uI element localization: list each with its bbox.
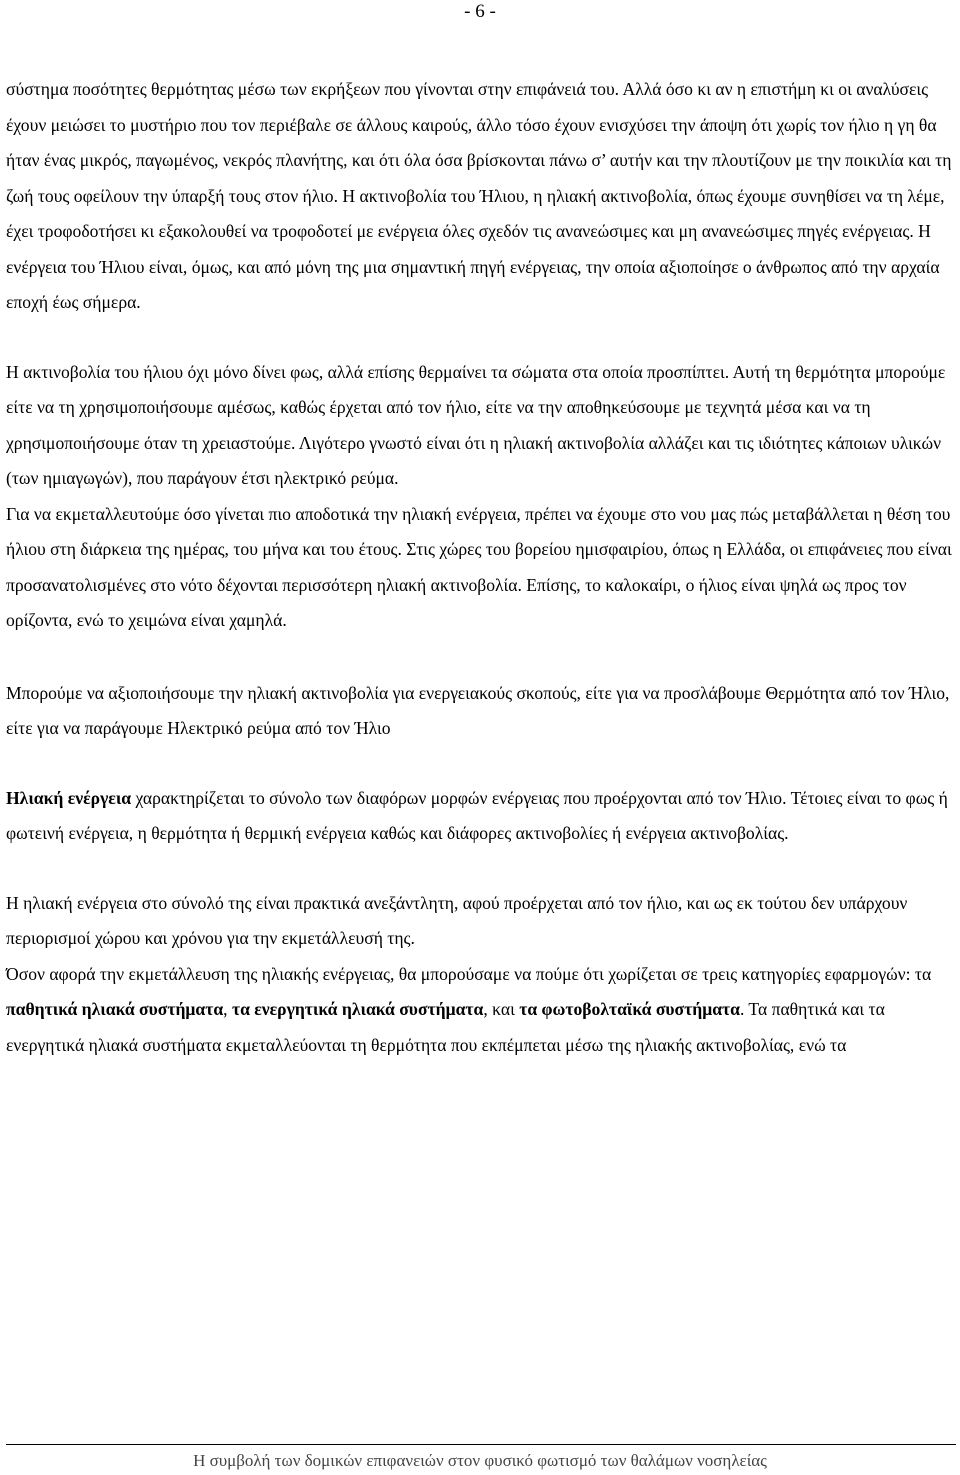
categories-intro: Όσον αφορά την εκμετάλλευση της ηλιακής ενέργειας, θα μπορούσαμε να πούμε ότι χωρίζεται σε τρεις κατηγορίες εφαρμογών: τα xyxy=(6,963,932,984)
term-solar-energy: Ηλιακή ενέργεια xyxy=(6,787,132,808)
footer-divider xyxy=(6,1444,956,1445)
term-photovoltaic-systems: τα φωτοβολταϊκά συστήματα xyxy=(519,999,740,1019)
separator-text: , xyxy=(223,999,232,1019)
page-number: - 6 - xyxy=(464,1,496,22)
paragraph-inexhaustible: Η ηλιακή ενέργεια στο σύνολό της είναι πρακτικά ανεξάντλητη, αφού προέρχεται από τον ήλιο, και ως εκ τούτου δεν υπάρχουν περιορισμοί χώρου και χρόνου για την εκμετάλλευσή της. xyxy=(6,892,908,948)
term-passive-systems: παθητικά ηλιακά συστήματα xyxy=(6,999,224,1019)
paragraph-uses: Μπορούμε να αξιοποιήσουμε την ηλιακή ακτινοβολία για ενεργειακούς σκοπούς, είτε για να προσλάβουμε Θερμότητα από τον Ήλιο, είτε για να παράγουμε Ηλεκτρικό ρεύμα από τον Ήλιο xyxy=(6,682,950,738)
document-body xyxy=(6,72,956,1063)
definition-text: χαρακτηρίζεται το σύνολο των διαφόρων μορφών ενέργειας που προέρχονται από τον Ήλιο. Τέτοιες είναι το φως ή φωτεινή ενέργεια, η θερμότητα ή θερμική ενέργεια καθώς και διάφορες ακτινοβολίες ή ενέργεια ακτινοβολίας. xyxy=(6,787,948,843)
paragraph-sun-position: Για να εκμεταλλευτούμε όσο γίνεται πιο αποδοτικά την ηλιακή ενέργεια, πρέπει να έχουμε στο νου μας πώς μεταβάλλεται η θέση του ήλιου στη διάρκεια της ημέρας, του μήνα και του έτους. Στις χώρες του βορείου ημισφαιρίου, όπως η Ελλάδα, οι επιφάνειες που είναι προσανατολισμένες στο νότο δέχονται περισσότερη ηλιακή ακτινοβολία. Επίσης, το καλοκαίρι, ο ήλιος είναι ψηλά ως προς τον ορίζοντα, ενώ το χειμώνα είναι χαμηλά. xyxy=(6,503,952,630)
categories-outro: . Τα παθητικά και τα ενεργητικά ηλιακά συστήματα εκμεταλλεύονται τη θερμότητα που εκπέμπεται μέσω της ηλιακής ακτινοβολίας, ενώ τα xyxy=(6,999,885,1055)
paragraph-categories xyxy=(6,957,956,1064)
paragraph-radiation: Η ακτινοβολία του ήλιου όχι μόνο δίνει φως, αλλά επίσης θερμαίνει τα σώματα στα οποία προσπίπτει. Αυτή τη θερμότητα μπορούμε είτε να τη χρησιμοποιήσουμε αμέσως, καθώς έρχεται από τον ήλιο, είτε να την αποθηκεύσουμε με τεχνητά μέσα και να τη χρησιμοποιήσουμε όταν τη χρειαστούμε. Λιγότερο γνωστό είναι ότι η ηλιακή ακτινοβολία αλλάζει και τις ιδιότητες κάποιων υλικών (των ημιαγωγών), που παράγουν έτσι ηλεκτρικό ρεύμα. xyxy=(6,361,946,488)
paragraph-intro: σύστημα ποσότητες θερμότητας μέσω των εκρήξεων που γίνονται στην επιφάνειά του. Αλλά όσο κι αν η επιστήμη κι οι αναλύσεις έχουν μειώσει το μυστήριο που τον περιέβαλε σε άλλους καιρούς, άλλο τόσο έχουν ενισχύσει την άποψη ότι χωρίς τον ήλιο η γη θα ήταν ένας μικρός, παγωμένος, νεκρός πλανήτης, και ότι όλα όσα βρίσκονται πάνω σ’ αυτήν και την πλουτίζουν με την ποικιλία και τη ζωή τους οφείλουν την ύπαρξή τους στον ήλιο. Η ακτινοβολία του Ήλιου, η ηλιακή ακτινοβολία, όπως έχουμε συνηθίσει να τη λέμε, έχει τροφοδοτήσει κι εξακολουθεί να τροφοδοτεί με ενέργεια όλες σχεδόν τις ανανεώσιμες και μη ανανεώσιμες πηγές ενέργειας. Η ενέργεια του Ήλιου είναι, όμως, και από μόνη της μια σημαντική πηγή ενέργειας, την οποία αξιοποίησε ο άνθρωπος από την αρχαία εποχή έως σήμερα. xyxy=(6,79,952,312)
term-active-systems: τα ενεργητικά ηλιακά συστήματα xyxy=(231,999,484,1019)
separator-text: , και xyxy=(483,999,520,1019)
paragraph-definition xyxy=(6,781,956,852)
page-footer: Η συμβολή των δομικών επιφανειών στον φυσικό φωτισμό των θαλάμων νοσηλείας xyxy=(193,1451,767,1470)
